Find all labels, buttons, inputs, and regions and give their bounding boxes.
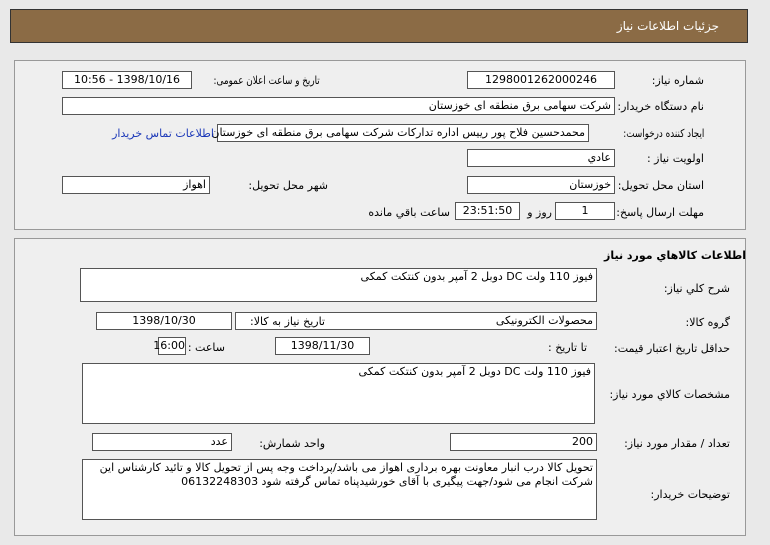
buyer-label: نام دستگاه خریدار: [617,100,704,113]
need-date-label: تاریخ نیاز به کالا: [250,315,325,328]
hour-field: 16:00 [158,337,186,355]
to-date-label: تا تاریخ : [548,341,587,354]
goods-title: اطلاعات کالاهاي مورد نياز [604,249,746,262]
unit-field: عدد [92,433,232,451]
to-date-field: 1398/11/30 [275,337,370,355]
hour-label: ساعت : [187,341,225,354]
buyer-contact-link[interactable]: اطلاعات تماس خریدار [112,127,214,140]
page-header [10,9,748,43]
province-label: استان محل تحویل: [617,179,704,192]
buyer-field: شرکت سهامی برق منطقه ای خوزستان [62,97,615,115]
days-suffix: روز و [527,206,552,219]
desc-label: شرح کلي نياز: [663,282,730,295]
creator-label: ایجاد کننده درخواست: [622,127,704,140]
need-number-field: 1298001262000246 [467,71,615,89]
spec-field: فیوز 110 ولت DC دوبل 2 آمپر بدون کنتکت کمکی [82,363,595,424]
desc-field: فیوز 110 ولت DC دوبل 2 آمپر بدون کنتکت کمکی [80,268,597,302]
days-field: 1 [555,202,615,220]
qty-label: تعداد / مقدار مورد نیاز: [624,437,730,450]
deadline-label: مهلت ارسال پاسخ: [616,206,704,219]
need-number-label: شماره نیاز: [651,74,704,87]
group-label: گروه کالا: [685,316,730,329]
spec-label: مشخصات کالاي مورد نياز: [609,388,730,401]
group-field: محصولات الکترونیکی [235,312,597,330]
announce-label: تاریخ و ساعت اعلان عمومی: [213,74,320,87]
unit-label: واحد شمارش: [259,437,325,450]
city-field: اهواز [62,176,210,194]
qty-field: 200 [450,433,597,451]
remaining-label: ساعت باقي مانده [368,206,450,219]
notes-field: تحویل کالا درب انبار معاونت بهره برداری اهواز می باشد/پرداخت وجه پس از تحویل کالا و تائید کارشناس این شرکت انجام می شود/جهت پیگیری با آقای خورشیدپناه تماس گرفته شود 06132248303 [82,459,597,520]
city-label: شهر محل تحویل: [248,179,328,192]
need-date-field: 1398/10/30 [96,312,232,330]
time-field: 23:51:50 [455,202,520,220]
creator-field: محمدحسین فلاح پور رییس اداره تدارکات شرکت سهامی برق منطقه ای خوزستان [217,124,589,142]
page-title: جزئیات اطلاعات نیاز [616,19,719,33]
priority-label: اولویت نیاز : [646,152,704,165]
priority-field: عادي [467,149,615,167]
notes-label: توضیحات خریدار: [650,488,730,501]
announce-field: 1398/10/16 - 10:56 [62,71,192,89]
province-field: خوزستان [467,176,615,194]
validity-label: حداقل تاریخ اعتبار قیمت: [614,342,730,355]
